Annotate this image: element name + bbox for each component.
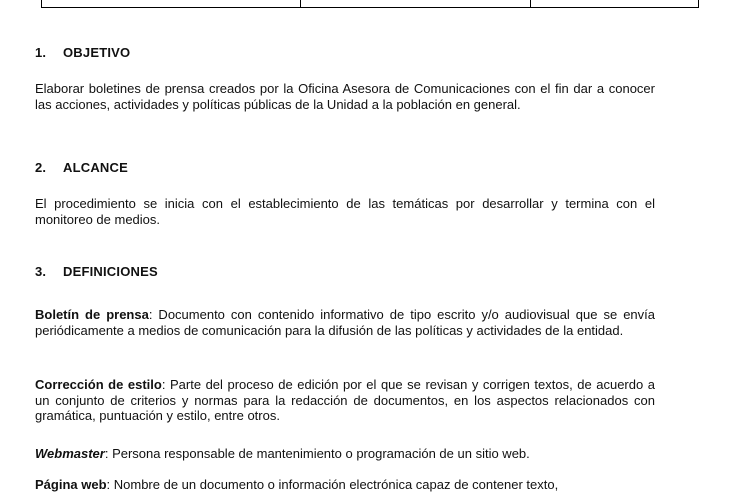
section-title: DEFINICIONES xyxy=(63,264,158,279)
definition-term: Corrección de estilo xyxy=(35,377,162,392)
section-body-alcance: El procedimiento se inicia con el establecimiento de las temáticas por desarrollar y termina con el monitoreo de medios. xyxy=(35,196,655,227)
table-cell-divider xyxy=(530,0,531,7)
definition-text: : Persona responsable de mantenimiento o programación de un sitio web. xyxy=(104,446,530,461)
definition-correccion-de-estilo xyxy=(35,377,655,424)
definition-pagina-web xyxy=(35,477,655,493)
section-number: 3. xyxy=(35,264,47,279)
header-table-fragment xyxy=(41,0,699,8)
section-heading-alcance xyxy=(35,160,128,175)
definition-text: : Nombre de un documento o información electrónica capaz de contener texto, xyxy=(106,477,559,492)
section-number: 1. xyxy=(35,45,47,60)
definition-text: : Documento con contenido informativo de tipo escrito y/o audiovisual que se envía periódicamente a medios de comunicación para la difusión de las políticas y actividades de la entidad. xyxy=(35,307,655,338)
definition-text: : Parte del proceso de edición por el que se revisan y corrigen textos, de acuerdo a un conjunto de criterios y normas para la redacción de documentos, en los aspectos relacionados con gramática, puntuación y estilo, entre otros. xyxy=(35,377,655,423)
section-title: OBJETIVO xyxy=(63,45,131,60)
section-body-objetivo: Elaborar boletines de prensa creados por la Oficina Asesora de Comunicaciones con el fin dar a conocer las acciones, actividades y políticas públicas de la Unidad a la población en general. xyxy=(35,81,655,112)
definition-term: Webmaster xyxy=(35,446,105,461)
section-title: ALCANCE xyxy=(63,160,128,175)
section-number: 2. xyxy=(35,160,47,175)
table-cell-divider xyxy=(300,0,301,7)
definition-boletin-de-prensa xyxy=(35,307,655,338)
definition-term: Boletín de prensa xyxy=(35,307,149,322)
definition-term: Página web xyxy=(35,477,107,492)
section-heading-objetivo xyxy=(35,45,130,60)
section-heading-definiciones xyxy=(35,264,158,279)
definition-webmaster xyxy=(35,446,655,462)
